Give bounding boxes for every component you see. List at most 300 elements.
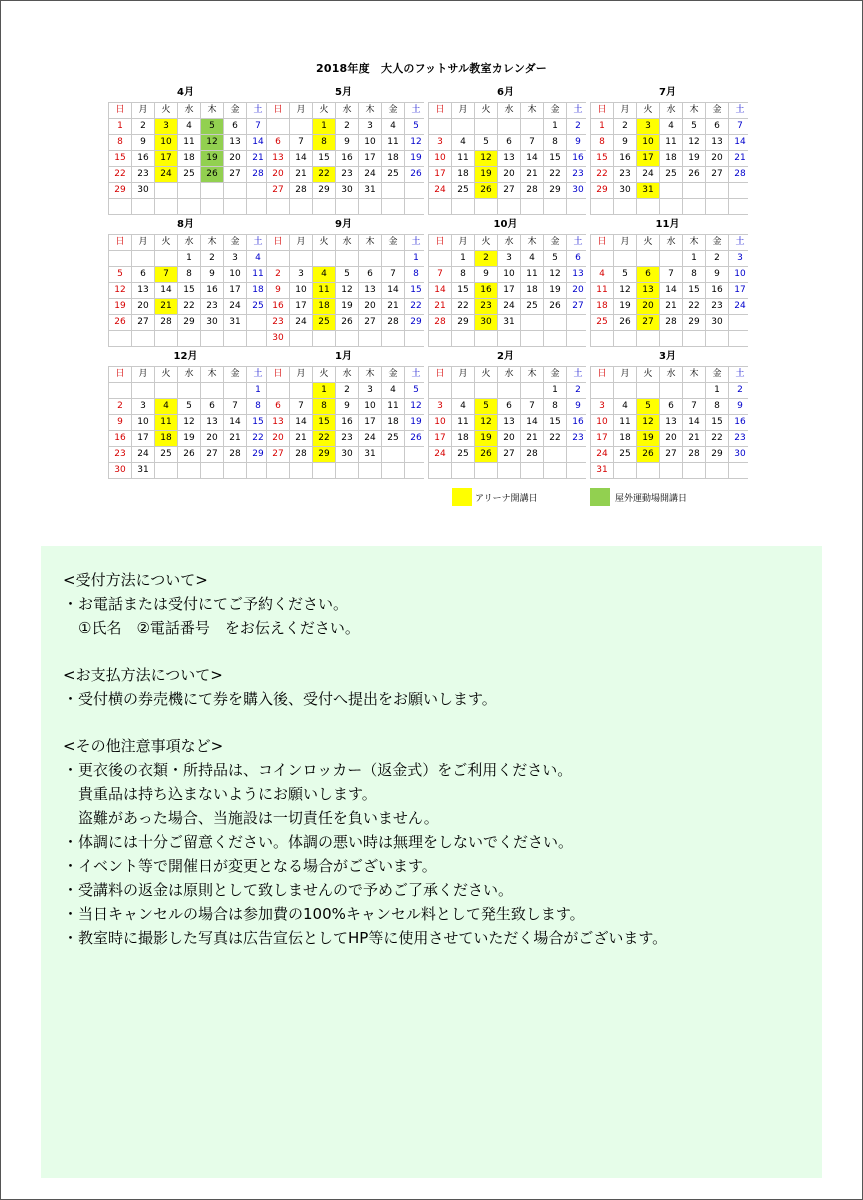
day-cell: 12 xyxy=(109,283,131,298)
day-cell: 14 xyxy=(729,135,751,150)
month-name: 3月 xyxy=(659,351,676,362)
month-name: 9月 xyxy=(335,219,352,230)
day-cell: 21 xyxy=(155,299,177,314)
day-cell: 23 xyxy=(475,299,497,314)
day-cell: 31 xyxy=(591,463,613,478)
reception-line-2: ①氏名 ②電話番号 をお伝えください。 xyxy=(63,619,360,637)
day-cell: 9 xyxy=(132,135,154,150)
day-cell: 5 xyxy=(201,119,223,134)
day-cell: 17 xyxy=(155,151,177,166)
day-cell: 28 xyxy=(247,167,269,182)
empty-cell xyxy=(498,119,520,134)
day-cell: 27 xyxy=(132,315,154,330)
day-cell: 20 xyxy=(637,299,659,314)
weekday-header: 月 xyxy=(132,367,154,382)
day-cell: 28 xyxy=(521,183,543,198)
day-cell: 11 xyxy=(452,415,474,430)
day-cell: 11 xyxy=(660,135,682,150)
empty-cell xyxy=(429,251,451,266)
day-cell: 25 xyxy=(660,167,682,182)
day-cell: 26 xyxy=(614,315,636,330)
day-cell: 7 xyxy=(683,399,705,414)
day-cell: 11 xyxy=(591,283,613,298)
day-cell: 20 xyxy=(498,167,520,182)
weekday-header: 日 xyxy=(267,367,289,382)
day-cell: 3 xyxy=(729,251,751,266)
day-cell: 10 xyxy=(290,283,312,298)
weekday-header: 火 xyxy=(155,367,177,382)
empty-cell xyxy=(660,251,682,266)
empty-cell xyxy=(132,383,154,398)
day-cell: 23 xyxy=(567,431,589,446)
day-cell: 16 xyxy=(336,151,358,166)
weekday-header: 土 xyxy=(405,367,427,382)
empty-cell xyxy=(155,463,177,478)
day-cell: 30 xyxy=(336,447,358,462)
day-cell: 15 xyxy=(247,415,269,430)
weekday-header: 水 xyxy=(178,103,200,118)
weekday-header: 水 xyxy=(336,235,358,250)
empty-cell xyxy=(290,463,312,478)
empty-cell xyxy=(475,463,497,478)
day-cell: 7 xyxy=(521,135,543,150)
empty-cell xyxy=(729,199,751,214)
day-cell: 8 xyxy=(313,135,335,150)
weekday-header: 火 xyxy=(637,367,659,382)
day-cell: 21 xyxy=(660,299,682,314)
day-cell: 11 xyxy=(382,135,404,150)
day-cell: 14 xyxy=(382,283,404,298)
day-cell: 5 xyxy=(178,399,200,414)
day-cell: 26 xyxy=(201,167,223,182)
empty-cell xyxy=(267,199,289,214)
day-cell: 1 xyxy=(178,251,200,266)
day-cell: 14 xyxy=(155,283,177,298)
day-cell: 15 xyxy=(313,415,335,430)
day-cell: 16 xyxy=(109,431,131,446)
empty-cell xyxy=(660,199,682,214)
empty-cell xyxy=(475,199,497,214)
day-cell: 15 xyxy=(591,151,613,166)
empty-cell xyxy=(452,119,474,134)
day-cell: 18 xyxy=(452,167,474,182)
weekday-header: 木 xyxy=(521,367,543,382)
day-cell: 4 xyxy=(452,135,474,150)
day-cell: 18 xyxy=(614,431,636,446)
day-cell: 24 xyxy=(132,447,154,462)
weekday-header: 火 xyxy=(313,103,335,118)
day-cell: 21 xyxy=(290,431,312,446)
day-cell: 19 xyxy=(201,151,223,166)
day-cell: 19 xyxy=(178,431,200,446)
day-cell: 24 xyxy=(729,299,751,314)
day-cell: 29 xyxy=(313,183,335,198)
empty-cell xyxy=(660,463,682,478)
day-cell: 12 xyxy=(544,267,566,282)
day-cell: 8 xyxy=(683,267,705,282)
empty-cell xyxy=(201,199,223,214)
empty-cell xyxy=(567,315,589,330)
day-cell: 27 xyxy=(201,447,223,462)
day-cell: 29 xyxy=(405,315,427,330)
day-cell: 8 xyxy=(247,399,269,414)
weekday-header: 木 xyxy=(359,367,381,382)
day-cell: 4 xyxy=(382,383,404,398)
day-cell: 22 xyxy=(313,167,335,182)
weekday-header: 土 xyxy=(247,367,269,382)
day-cell: 26 xyxy=(475,183,497,198)
day-cell: 29 xyxy=(591,183,613,198)
empty-cell xyxy=(290,199,312,214)
empty-cell xyxy=(267,463,289,478)
day-cell: 9 xyxy=(475,267,497,282)
day-cell: 6 xyxy=(224,119,246,134)
day-cell: 26 xyxy=(544,299,566,314)
day-cell: 2 xyxy=(267,267,289,282)
empty-cell xyxy=(521,463,543,478)
empty-cell xyxy=(706,331,728,346)
day-cell: 18 xyxy=(247,283,269,298)
day-cell: 9 xyxy=(201,267,223,282)
month-grid xyxy=(428,366,586,479)
day-cell: 29 xyxy=(544,183,566,198)
day-cell: 8 xyxy=(109,135,131,150)
day-cell: 19 xyxy=(475,431,497,446)
empty-cell xyxy=(290,251,312,266)
empty-cell xyxy=(498,331,520,346)
empty-cell xyxy=(544,463,566,478)
empty-cell xyxy=(591,199,613,214)
empty-cell xyxy=(475,383,497,398)
day-cell: 1 xyxy=(591,119,613,134)
weekday-header: 月 xyxy=(614,103,636,118)
day-cell: 5 xyxy=(336,267,358,282)
empty-cell xyxy=(405,183,427,198)
weekday-header: 火 xyxy=(313,235,335,250)
day-cell: 25 xyxy=(178,167,200,182)
empty-cell xyxy=(452,199,474,214)
day-cell: 15 xyxy=(683,283,705,298)
month-grid xyxy=(428,234,586,347)
weekday-header: 土 xyxy=(247,103,269,118)
day-cell: 24 xyxy=(155,167,177,182)
day-cell: 14 xyxy=(224,415,246,430)
month-name: 2月 xyxy=(497,351,514,362)
day-cell: 6 xyxy=(706,119,728,134)
day-cell: 29 xyxy=(247,447,269,462)
day-cell: 24 xyxy=(637,167,659,182)
empty-cell xyxy=(544,447,566,462)
empty-cell xyxy=(614,251,636,266)
weekday-header: 金 xyxy=(382,103,404,118)
day-cell: 3 xyxy=(429,135,451,150)
day-cell: 13 xyxy=(267,151,289,166)
empty-cell xyxy=(683,183,705,198)
day-cell: 4 xyxy=(313,267,335,282)
day-cell: 25 xyxy=(382,167,404,182)
day-cell: 17 xyxy=(498,283,520,298)
day-cell: 21 xyxy=(224,431,246,446)
day-cell: 2 xyxy=(729,383,751,398)
empty-cell xyxy=(729,463,751,478)
day-cell: 31 xyxy=(132,463,154,478)
weekday-header: 金 xyxy=(544,235,566,250)
empty-cell xyxy=(429,463,451,478)
day-cell: 23 xyxy=(109,447,131,462)
day-cell: 12 xyxy=(637,415,659,430)
day-cell: 30 xyxy=(567,183,589,198)
day-cell: 17 xyxy=(429,431,451,446)
day-cell: 23 xyxy=(336,167,358,182)
empty-cell xyxy=(290,383,312,398)
empty-cell xyxy=(614,331,636,346)
weekday-header: 月 xyxy=(132,235,154,250)
weekday-header: 日 xyxy=(429,235,451,250)
empty-cell xyxy=(660,183,682,198)
day-cell: 10 xyxy=(637,135,659,150)
month-name: 7月 xyxy=(659,87,676,98)
empty-cell xyxy=(405,331,427,346)
day-cell: 21 xyxy=(247,151,269,166)
day-cell: 19 xyxy=(544,283,566,298)
day-cell: 25 xyxy=(247,299,269,314)
empty-cell xyxy=(729,183,751,198)
day-cell: 1 xyxy=(313,119,335,134)
empty-cell xyxy=(706,199,728,214)
day-cell: 2 xyxy=(336,383,358,398)
day-cell: 9 xyxy=(729,399,751,414)
day-cell: 8 xyxy=(405,267,427,282)
empty-cell xyxy=(155,199,177,214)
weekday-header: 金 xyxy=(224,103,246,118)
day-cell: 14 xyxy=(429,283,451,298)
day-cell: 17 xyxy=(729,283,751,298)
weekday-header: 木 xyxy=(201,367,223,382)
day-cell: 30 xyxy=(729,447,751,462)
empty-cell xyxy=(313,331,335,346)
day-cell: 26 xyxy=(475,447,497,462)
day-cell: 2 xyxy=(336,119,358,134)
day-cell: 1 xyxy=(544,383,566,398)
other-line-3: 盗難があった場合、当施設は一切責任を負いません。 xyxy=(63,809,439,827)
day-cell: 28 xyxy=(729,167,751,182)
day-cell: 27 xyxy=(498,447,520,462)
day-cell: 17 xyxy=(429,167,451,182)
weekday-header: 火 xyxy=(637,103,659,118)
day-cell: 11 xyxy=(452,151,474,166)
day-cell: 1 xyxy=(683,251,705,266)
day-cell: 5 xyxy=(683,119,705,134)
weekday-header: 火 xyxy=(475,235,497,250)
day-cell: 10 xyxy=(224,267,246,282)
day-cell: 27 xyxy=(660,447,682,462)
day-cell: 31 xyxy=(359,183,381,198)
day-cell: 23 xyxy=(132,167,154,182)
month-grid xyxy=(266,102,424,215)
empty-cell xyxy=(683,331,705,346)
month-name: 10月 xyxy=(493,219,518,230)
day-cell: 20 xyxy=(567,283,589,298)
weekday-header: 火 xyxy=(475,103,497,118)
empty-cell xyxy=(132,199,154,214)
empty-cell xyxy=(155,251,177,266)
day-cell: 14 xyxy=(521,151,543,166)
day-cell: 1 xyxy=(405,251,427,266)
month-grid xyxy=(590,234,748,347)
day-cell: 12 xyxy=(683,135,705,150)
month-grid xyxy=(590,102,748,215)
day-cell: 27 xyxy=(706,167,728,182)
empty-cell xyxy=(637,251,659,266)
day-cell: 4 xyxy=(660,119,682,134)
empty-cell xyxy=(429,383,451,398)
month-name: 12月 xyxy=(173,351,198,362)
day-cell: 2 xyxy=(475,251,497,266)
day-cell: 20 xyxy=(359,299,381,314)
day-cell: 12 xyxy=(178,415,200,430)
day-cell: 24 xyxy=(224,299,246,314)
day-cell: 20 xyxy=(498,431,520,446)
month-name: 8月 xyxy=(177,219,194,230)
empty-cell xyxy=(660,331,682,346)
day-cell: 22 xyxy=(544,431,566,446)
day-cell: 2 xyxy=(614,119,636,134)
day-cell: 23 xyxy=(729,431,751,446)
month-grid xyxy=(108,366,266,479)
empty-cell xyxy=(201,463,223,478)
empty-cell xyxy=(637,331,659,346)
day-cell: 25 xyxy=(614,447,636,462)
day-cell: 22 xyxy=(247,431,269,446)
weekday-header: 木 xyxy=(683,235,705,250)
weekday-header: 日 xyxy=(429,367,451,382)
day-cell: 17 xyxy=(359,151,381,166)
empty-cell xyxy=(706,183,728,198)
day-cell: 30 xyxy=(475,315,497,330)
day-cell: 19 xyxy=(336,299,358,314)
empty-cell xyxy=(614,199,636,214)
empty-cell xyxy=(683,199,705,214)
empty-cell xyxy=(359,331,381,346)
day-cell: 25 xyxy=(521,299,543,314)
day-cell: 27 xyxy=(498,183,520,198)
empty-cell xyxy=(224,183,246,198)
day-cell: 18 xyxy=(521,283,543,298)
weekday-header: 水 xyxy=(660,103,682,118)
empty-cell xyxy=(521,315,543,330)
weekday-header: 日 xyxy=(267,235,289,250)
day-cell: 18 xyxy=(382,151,404,166)
notes-panel xyxy=(41,546,822,1178)
calendar-title: 2018年度 大人のフットサル教室カレンダー xyxy=(316,62,547,75)
empty-cell xyxy=(178,183,200,198)
day-cell: 24 xyxy=(429,183,451,198)
day-cell: 30 xyxy=(706,315,728,330)
weekday-header: 月 xyxy=(290,235,312,250)
day-cell: 16 xyxy=(567,415,589,430)
weekday-header: 土 xyxy=(729,235,751,250)
day-cell: 15 xyxy=(178,283,200,298)
weekday-header: 水 xyxy=(660,367,682,382)
empty-cell xyxy=(382,447,404,462)
weekday-header: 月 xyxy=(132,103,154,118)
day-cell: 9 xyxy=(567,135,589,150)
day-cell: 12 xyxy=(614,283,636,298)
day-cell: 21 xyxy=(429,299,451,314)
day-cell: 6 xyxy=(498,135,520,150)
day-cell: 20 xyxy=(132,299,154,314)
empty-cell xyxy=(729,331,751,346)
day-cell: 26 xyxy=(178,447,200,462)
other-line-1: ・更衣後の衣類・所持品は、コインロッカー（返金式）をご利用ください。 xyxy=(63,761,573,779)
day-cell: 11 xyxy=(382,399,404,414)
day-cell: 23 xyxy=(567,167,589,182)
day-cell: 18 xyxy=(452,431,474,446)
day-cell: 8 xyxy=(706,399,728,414)
day-cell: 23 xyxy=(706,299,728,314)
day-cell: 13 xyxy=(132,283,154,298)
weekday-header: 火 xyxy=(155,235,177,250)
day-cell: 23 xyxy=(614,167,636,182)
day-cell: 20 xyxy=(267,431,289,446)
weekday-header: 日 xyxy=(267,103,289,118)
empty-cell xyxy=(178,383,200,398)
day-cell: 28 xyxy=(660,315,682,330)
day-cell: 15 xyxy=(706,415,728,430)
day-cell: 13 xyxy=(201,415,223,430)
month-grid xyxy=(590,366,748,479)
weekday-header: 金 xyxy=(706,103,728,118)
day-cell: 17 xyxy=(359,415,381,430)
empty-cell xyxy=(452,383,474,398)
weekday-header: 水 xyxy=(336,367,358,382)
day-cell: 5 xyxy=(475,399,497,414)
day-cell: 16 xyxy=(336,415,358,430)
day-cell: 5 xyxy=(109,267,131,282)
day-cell: 19 xyxy=(405,151,427,166)
empty-cell xyxy=(567,463,589,478)
day-cell: 1 xyxy=(452,251,474,266)
day-cell: 30 xyxy=(109,463,131,478)
empty-cell xyxy=(109,331,131,346)
day-cell: 13 xyxy=(267,415,289,430)
empty-cell xyxy=(336,251,358,266)
day-cell: 17 xyxy=(224,283,246,298)
weekday-header: 水 xyxy=(336,103,358,118)
day-cell: 29 xyxy=(178,315,200,330)
day-cell: 12 xyxy=(405,399,427,414)
empty-cell xyxy=(178,463,200,478)
day-cell: 29 xyxy=(452,315,474,330)
day-cell: 25 xyxy=(313,315,335,330)
empty-cell xyxy=(544,331,566,346)
reception-line-1: ・お電話または受付にてご予約ください。 xyxy=(63,595,349,613)
day-cell: 25 xyxy=(155,447,177,462)
empty-cell xyxy=(313,463,335,478)
weekday-header: 木 xyxy=(521,235,543,250)
day-cell: 22 xyxy=(109,167,131,182)
weekday-header: 土 xyxy=(567,235,589,250)
day-cell: 7 xyxy=(521,399,543,414)
day-cell: 13 xyxy=(498,415,520,430)
day-cell: 1 xyxy=(706,383,728,398)
day-cell: 1 xyxy=(247,383,269,398)
day-cell: 3 xyxy=(224,251,246,266)
day-cell: 10 xyxy=(155,135,177,150)
day-cell: 2 xyxy=(132,119,154,134)
day-cell: 29 xyxy=(109,183,131,198)
day-cell: 8 xyxy=(452,267,474,282)
